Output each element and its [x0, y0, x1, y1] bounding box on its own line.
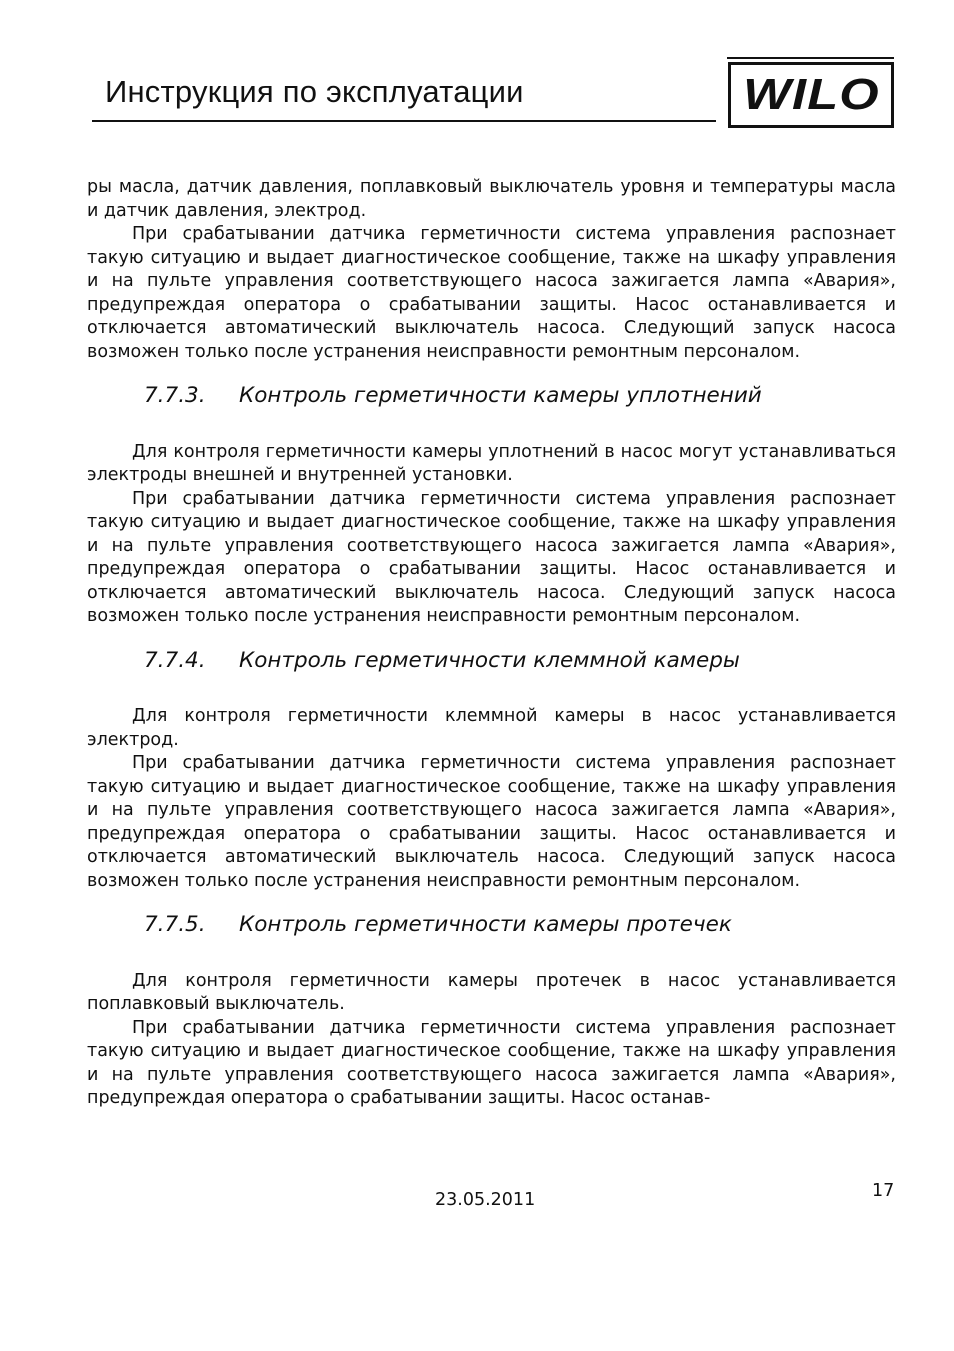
page-title: Инструкция по эксплуатации [105, 74, 524, 109]
paragraph: При срабатывании датчика герметичности система управления распознает такую ситуацию и выдает диагностическое сообщение, также на шкафу управления и на пульте управления соответствующего насоса зажигается лампа «Авария», предупреждая оператора о срабатывании защиты. Насос останав- [87, 1017, 896, 1108]
section-title: Контроль герметичности камеры протечек [239, 912, 732, 937]
section-heading-7-7-3 [144, 384, 896, 408]
footer-date: 23.05.2011 [435, 1190, 536, 1210]
logo-text: WILO [742, 70, 880, 119]
section-heading-7-7-4 [144, 649, 896, 673]
header-divider [92, 120, 716, 122]
page-number: 17 [872, 1181, 895, 1201]
document-body [87, 176, 896, 1111]
section-heading-7-7-5 [144, 913, 896, 937]
paragraph: При срабатывании датчика герметичности система управления распознает такую ситуацию и выдает диагностическое сообщение, также на шкафу управления и на пульте управления соответствующего насоса зажигается лампа «Авария», предупреждая оператора о срабатывании защиты. Насос останавливается и отключается автоматический выключатель насоса. Следующий запуск насоса возможен только после устранения неисправности ремонтным персоналом. [87, 224, 896, 362]
section-number: 7.7.3. [144, 383, 206, 408]
paragraph: При срабатывании датчика герметичности система управления распознает такую ситуацию и выдает диагностическое сообщение, также на шкафу управления и на пульте управления соответствующего насоса зажигается лампа «Авария», предупреждая оператора о срабатывании защиты. Насос останавливается и отключается автоматический выключатель насоса. Следующий запуск насоса возможен только после устранения неисправности ремонтным персоналом. [87, 753, 896, 891]
section-number: 7.7.5. [144, 912, 206, 937]
paragraph: Для контроля герметичности камеры уплотнений в насос могут устанавливаться электроды внешней и внутренней установки. [87, 441, 896, 485]
paragraph: ры масла, датчик давления, поплавковый выключатель уровня и температуры масла и датчик давления, электрод. [87, 177, 896, 221]
section-title: Контроль герметичности клеммной камеры [239, 647, 740, 673]
paragraph: Для контроля герметичности камеры протечек в насос устанавливается поплавковый выключатель. [87, 970, 896, 1014]
wilo-logo [728, 62, 894, 128]
paragraph: При срабатывании датчика герметичности система управления распознает такую ситуацию и выдает диагностическое сообщение, также на шкафу управления и на пульте управления соответствующего насоса зажигается лампа «Авария», предупреждая оператора о срабатывании защиты. Насос останавливается и отключается автоматический выключатель насоса. Следующий запуск насоса возможен только после устранения неисправности ремонтным персоналом. [87, 488, 896, 626]
section-number: 7.7.4. [144, 647, 206, 673]
section-title: Контроль герметичности камеры уплотнений [239, 383, 762, 408]
logo-top-rule [727, 57, 894, 59]
paragraph: Для контроля герметичности клеммной камеры в насос устанавливается электрод. [87, 706, 896, 750]
